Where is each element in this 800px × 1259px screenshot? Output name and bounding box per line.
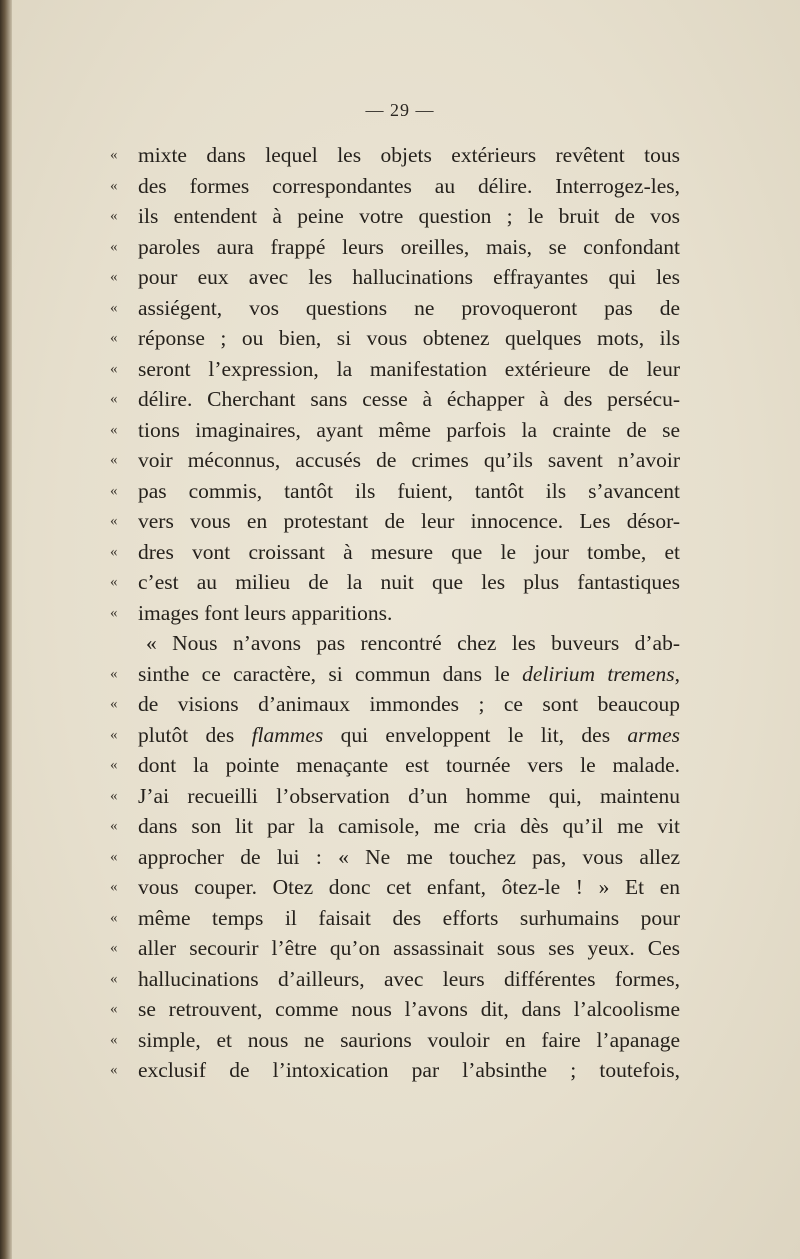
text-run: de visions d’animaux immondes ; ce sont beaucoup — [138, 692, 680, 716]
line-text — [138, 171, 680, 202]
text-run: aller secourir l’être qu’on assassinait sous ses yeux. Ces — [138, 936, 680, 960]
quotation-mark: « — [110, 604, 118, 621]
line-text — [138, 140, 680, 171]
text-run: assiégent, vos questions ne provoqueront pas de — [138, 295, 680, 320]
text-run: seront l’expression, la manifestation extérieure de leur — [138, 356, 680, 381]
quotation-mark: « — [110, 787, 118, 804]
text-run: dans son lit par la camisole, me cria dès qu’il me vit — [138, 814, 680, 838]
quotation-mark: « — [110, 543, 118, 560]
line-text — [138, 659, 680, 690]
text-run: exclusif de l’intoxication par l’absinthe ; toutefois, — [138, 1058, 680, 1082]
text-line — [110, 262, 680, 293]
text-run: dont la pointe menaçante est tournée vers le malade. — [138, 753, 680, 777]
quotation-mark: « — [110, 696, 118, 712]
text-line — [110, 415, 680, 446]
text-run: « Nous n’avons pas rencontré chez les buveurs d’ab- — [146, 631, 680, 655]
quotation-mark: « — [110, 513, 118, 529]
text-run: ils entendent à peine votre question ; le bruit de vos — [138, 204, 680, 228]
text-run: pour eux avec les hallucinations effrayantes qui les — [138, 265, 680, 289]
text-line — [110, 171, 680, 202]
quotation-mark: « — [110, 330, 118, 346]
line-text — [138, 445, 680, 476]
text-line — [110, 811, 680, 842]
text-run: sinthe ce caractère, si commun dans le — [138, 661, 523, 686]
quotation-mark: « — [110, 574, 118, 590]
text-run: , — [674, 661, 680, 686]
line-text — [138, 720, 680, 751]
text-run: hallucinations d’ailleurs, avec leurs différentes formes, — [138, 966, 680, 991]
text-line — [110, 598, 680, 629]
quotation-mark: « — [110, 238, 118, 255]
text-run: se retrouvent, comme nous l’avons dit, dans l’alcoolisme — [138, 997, 680, 1021]
text-line — [110, 140, 680, 171]
text-run: simple, et nous ne saurions vouloir en faire l’apanage — [138, 1027, 680, 1052]
quotation-mark: « — [110, 1001, 118, 1017]
text-line — [110, 903, 680, 934]
text-line — [110, 964, 680, 995]
line-text — [138, 964, 680, 995]
text-run: images font leurs apparitions. — [138, 600, 393, 625]
text-run: vers vous en protestant de leur innocence. Les désor- — [138, 509, 680, 533]
text-run: plutôt des — [138, 722, 252, 747]
text-line — [110, 476, 680, 507]
text-run: J’ai recueilli l’observation d’un homme qui, maintenu — [138, 783, 680, 808]
text-line — [110, 567, 680, 598]
text-line — [110, 1025, 680, 1056]
text-run: pas commis, tantôt ils fuient, tantôt ils s’avancent — [138, 478, 680, 503]
text-line — [110, 750, 680, 781]
line-text — [138, 201, 680, 232]
line-text — [138, 293, 680, 324]
line-text — [138, 323, 680, 354]
text-run: voir méconnus, accusés de crimes qu’ils savent n’avoir — [138, 448, 680, 472]
line-text — [138, 811, 680, 842]
text-run: même temps il faisait des efforts surhumains pour — [138, 905, 680, 930]
line-text — [138, 232, 680, 263]
line-text — [138, 537, 680, 568]
quotation-mark: « — [110, 970, 118, 987]
text-run: dres vont croissant à mesure que le jour tombe, et — [138, 539, 680, 564]
text-line — [110, 1055, 680, 1086]
text-line — [110, 872, 680, 903]
quotation-mark: « — [110, 818, 118, 834]
text-line — [110, 842, 680, 873]
line-text — [138, 506, 680, 537]
page-binding-edge — [0, 0, 12, 1259]
quotation-mark: « — [110, 269, 118, 285]
quotation-mark: « — [110, 879, 118, 895]
text-line — [110, 354, 680, 385]
text-line — [110, 628, 680, 659]
quotation-mark: « — [110, 208, 118, 224]
text-run: réponse ; ou bien, si vous obtenez quelques mots, ils — [138, 326, 680, 350]
text-line — [110, 659, 680, 690]
line-text — [138, 781, 680, 812]
body-text — [110, 140, 680, 1086]
line-text — [138, 750, 680, 781]
line-text — [138, 598, 680, 629]
quotation-mark: « — [110, 1031, 118, 1048]
text-line — [110, 994, 680, 1025]
quotation-mark: « — [110, 909, 118, 926]
text-line — [110, 933, 680, 964]
italic-text: delirium tremens — [522, 661, 675, 686]
text-run: mixte dans lequel les objets extérieurs revêtent tous — [138, 143, 680, 167]
quotation-mark: « — [110, 177, 118, 194]
text-line — [110, 537, 680, 568]
text-run: c’est au milieu de la nuit que les plus fantastiques — [138, 570, 680, 594]
text-line — [110, 445, 680, 476]
line-text — [146, 628, 680, 659]
line-text — [138, 933, 680, 964]
line-text — [138, 567, 680, 598]
line-text — [138, 872, 680, 903]
line-text — [138, 354, 680, 385]
italic-text: flammes — [251, 722, 324, 747]
quotation-mark: « — [110, 421, 118, 438]
quotation-mark: « — [110, 391, 118, 407]
text-line — [110, 781, 680, 812]
quotation-mark: « — [110, 848, 118, 865]
text-line — [110, 293, 680, 324]
text-line — [110, 689, 680, 720]
quotation-mark: « — [110, 665, 118, 682]
line-text — [138, 262, 680, 293]
text-line — [110, 323, 680, 354]
line-text — [138, 903, 680, 934]
text-run: qui enveloppent le lit, des — [323, 722, 628, 747]
line-text — [138, 1055, 680, 1086]
line-text — [138, 842, 680, 873]
text-line — [110, 720, 680, 751]
italic-text: armes — [627, 722, 680, 747]
text-run: paroles aura frappé leurs oreilles, mais, se confondant — [138, 234, 680, 259]
line-text — [138, 689, 680, 720]
quotation-mark: « — [110, 452, 118, 468]
quotation-mark: « — [110, 299, 118, 316]
line-text — [138, 994, 680, 1025]
line-text — [138, 476, 680, 507]
text-line — [110, 201, 680, 232]
text-line — [110, 384, 680, 415]
text-run: tions imaginaires, ayant même parfois la crainte de se — [138, 417, 680, 442]
quotation-mark: « — [110, 726, 118, 743]
quotation-mark: « — [110, 482, 118, 499]
quotation-mark: « — [110, 360, 118, 377]
quotation-mark: « — [110, 940, 118, 956]
quotation-mark: « — [110, 147, 118, 163]
text-line — [110, 232, 680, 263]
text-run: vous couper. Otez donc cet enfant, ôtez-le ! » Et en — [138, 875, 680, 899]
line-text — [138, 1025, 680, 1056]
quotation-mark: « — [110, 1062, 118, 1078]
page-number: — 29 — — [365, 100, 435, 120]
text-run: délire. Cherchant sans cesse à échapper à des persécu- — [138, 387, 680, 411]
line-text — [138, 415, 680, 446]
text-line — [110, 506, 680, 537]
text-run: approcher de lui : « Ne me touchez pas, vous allez — [138, 844, 680, 869]
text-run: des formes correspondantes au délire. Interrogez-les, — [138, 173, 680, 198]
line-text — [138, 384, 680, 415]
quotation-mark: « — [110, 757, 118, 773]
